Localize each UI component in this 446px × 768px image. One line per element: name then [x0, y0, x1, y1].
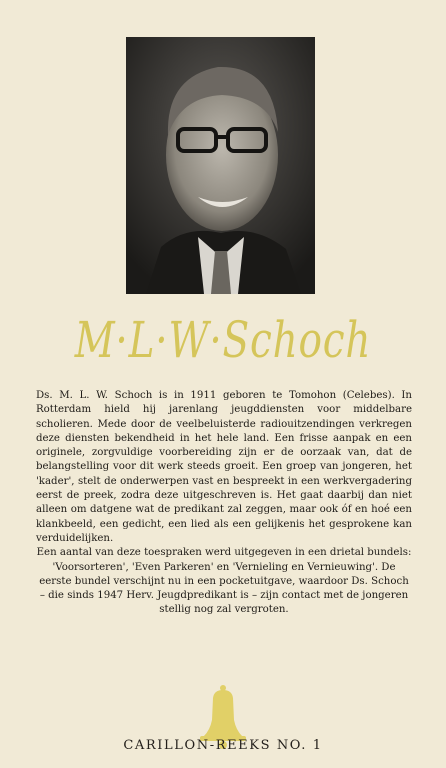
biography-paragraph-2: Een aantal van deze toespraken werd uitgegeven in een drietal bundels: 'Voorsorteren', 'Even Parkeren' en 'Vernieling en Vernieuwing'. De eerste bundel verschijnt nu in een pocketuitgave, waardoor Ds. Schoch – die sinds 1947 Herv. Jeugdpredikant is – zijn contact met de jongeren stellig nog zal vergroten. — [36, 547, 412, 616]
biography-paragraph-1: Ds. M. L. W. Schoch is in 1911 geboren te Tomohon (Celebes). In Rotterdam hield hij jarenlang jeugddiensten voor middelbare scholieren. Mede door de veelbeluisterde radiouitzendingen verkregen deze diensten bekendheid in het hele land. Een frisse aanpak en een originele, zorgvuldige voorbereiding zijn er de oorzaak van, dat de belangstelling voor dit werk steeds groeit. Een groep van jongeren, het 'kader', stelt de onderwerpen vast en bespreekt in een werkvergadering eerst de preek, zodra deze uitgeschreven is. Het gaat daarbij dan niet alleen om datgene wat de predikant zal zeggen, maar ook óf en hoé een klankbeeld, een gedicht, een lied als een gelijkenis het gesprokene kan verduidelijken. — [36, 390, 412, 544]
author-signature: M·L·W·Schoch — [74, 311, 372, 369]
author-photo — [126, 37, 315, 294]
biography-text — [36, 389, 412, 618]
series-label: CARILLON-REEKS NO. 1 — [123, 738, 323, 753]
